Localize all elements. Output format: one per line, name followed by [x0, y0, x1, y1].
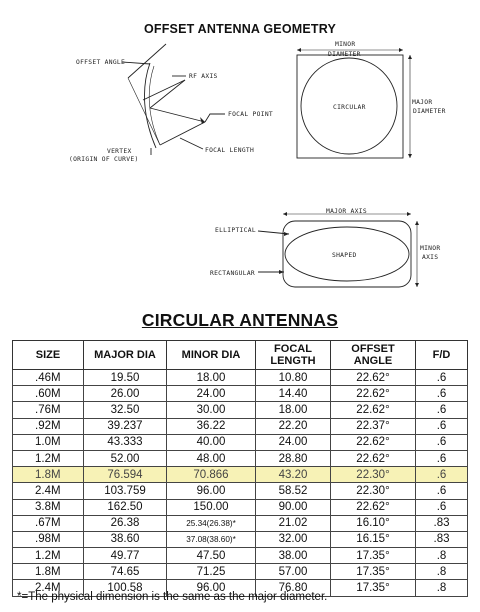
table-body: [13, 370, 468, 597]
cell-size: 1.8M: [13, 564, 84, 580]
label-offset-angle: OFFSET ANGLE: [76, 59, 126, 66]
cell-major-dia: 100.58: [84, 580, 167, 596]
cell-fd: .8: [416, 564, 468, 580]
label-origin-of-curve: (ORIGIN OF CURVE): [69, 156, 139, 163]
label-circular: CIRCULAR: [333, 104, 366, 111]
cell-size: 1.2M: [13, 548, 84, 564]
cell-major-dia: 32.50: [84, 402, 167, 418]
cell-major-dia: 74.65: [84, 564, 167, 580]
cell-size: 2.4M: [13, 580, 84, 596]
label-minor-axis-2: AXIS: [422, 254, 439, 261]
table-row: [13, 402, 468, 418]
cell-size: .76M: [13, 402, 84, 418]
cell-size: .67M: [13, 515, 84, 531]
cell-major-dia: 52.00: [84, 450, 167, 466]
cell-major-dia: 162.50: [84, 499, 167, 515]
axis-line: [128, 78, 160, 145]
cell-offset-angle: 17.35°: [331, 580, 416, 596]
header-size: SIZE: [13, 341, 84, 370]
label-major-axis: MAJOR AXIS: [326, 208, 367, 215]
cell-major-dia: 49.77: [84, 548, 167, 564]
cell-offset-angle: 22.30°: [331, 483, 416, 499]
cell-minor-dia: 37.08(38.60)*: [167, 531, 256, 547]
cell-offset-angle: 17.35°: [331, 564, 416, 580]
cell-major-dia: 76.594: [84, 467, 167, 483]
section-title: CIRCULAR ANTENNAS: [141, 310, 339, 330]
cell-fd: .6: [416, 467, 468, 483]
cell-size: 2.4M: [13, 483, 84, 499]
header-fd: F/D: [416, 341, 468, 370]
cell-size: .60M: [13, 386, 84, 402]
cell-focal-length: 57.00: [256, 564, 331, 580]
header-offset-angle: [331, 341, 416, 370]
cell-offset-angle: 22.62°: [331, 370, 416, 386]
cell-focal-length: 58.52: [256, 483, 331, 499]
cell-size: 3.8M: [13, 499, 84, 515]
cell-fd: .6: [416, 499, 468, 515]
geometry-diagram: [0, 0, 480, 300]
cell-fd: .83: [416, 515, 468, 531]
cell-offset-angle: 22.62°: [331, 434, 416, 450]
cell-minor-dia: 96.00: [167, 483, 256, 499]
cell-fd: .6: [416, 386, 468, 402]
table-row: [13, 418, 468, 434]
label-rectangular: RECTANGULAR: [210, 270, 256, 277]
header-offset-line1: OFFSET: [351, 343, 395, 355]
cell-size: .92M: [13, 418, 84, 434]
table-row: [13, 450, 468, 466]
cell-fd: .6: [416, 450, 468, 466]
cell-fd: .6: [416, 418, 468, 434]
cell-focal-length: 22.20: [256, 418, 331, 434]
label-elliptical: ELLIPTICAL: [215, 227, 256, 234]
cell-major-dia: 26.00: [84, 386, 167, 402]
cell-offset-angle: 16.10°: [331, 515, 416, 531]
cell-size: .46M: [13, 370, 84, 386]
header-focal-line2: LENGTH: [270, 355, 316, 367]
cell-major-dia: 103.759: [84, 483, 167, 499]
label-major: MAJOR: [412, 99, 433, 106]
cell-minor-dia: 48.00: [167, 450, 256, 466]
focal-ray-4: [160, 122, 205, 145]
cell-focal-length: 90.00: [256, 499, 331, 515]
cell-minor-dia: 96.00: [167, 580, 256, 596]
cell-minor-dia: 18.00: [167, 370, 256, 386]
table-row: [13, 386, 468, 402]
header-focal-length: [256, 341, 331, 370]
label-focal-point: FOCAL POINT: [228, 111, 274, 118]
table-header-row: [13, 341, 468, 370]
cell-focal-length: 21.02: [256, 515, 331, 531]
table-row: [13, 564, 468, 580]
footnote: *=The physical dimension is the same as the major diameter.: [17, 591, 328, 603]
cell-size: 1.2M: [13, 450, 84, 466]
cell-offset-angle: 22.62°: [331, 386, 416, 402]
cell-focal-length: 43.20: [256, 467, 331, 483]
cell-offset-angle: 16.15°: [331, 531, 416, 547]
cell-major-dia: 38.60: [84, 531, 167, 547]
cell-focal-length: 24.00: [256, 434, 331, 450]
cell-fd: .6: [416, 483, 468, 499]
cell-fd: .6: [416, 370, 468, 386]
cell-minor-dia: 24.00: [167, 386, 256, 402]
focal-ray-3: [150, 108, 205, 122]
cell-focal-length: 38.00: [256, 548, 331, 564]
cell-major-dia: 19.50: [84, 370, 167, 386]
cell-minor-dia: 150.00: [167, 499, 256, 515]
cell-offset-angle: 22.62°: [331, 402, 416, 418]
cell-minor-dia: 40.00: [167, 434, 256, 450]
cell-minor-dia: 70.866: [167, 467, 256, 483]
label-minor-axis-1: MINOR: [420, 245, 441, 252]
header-major-dia: MAJOR DIA: [84, 341, 167, 370]
focal-point-leader: [205, 114, 225, 122]
label-rf-axis: RF AXIS: [189, 73, 218, 80]
label-minor: MINOR: [335, 41, 356, 48]
cell-focal-length: 28.80: [256, 450, 331, 466]
cell-size: .98M: [13, 531, 84, 547]
cell-offset-angle: 22.30°: [331, 467, 416, 483]
table-row: [13, 548, 468, 564]
reflector-curve: [144, 63, 156, 148]
cell-fd: .6: [416, 434, 468, 450]
cell-minor-dia: 47.50: [167, 548, 256, 564]
diagram-title: OFFSET ANTENNA GEOMETRY: [143, 22, 337, 36]
cell-offset-angle: 17.35°: [331, 548, 416, 564]
cell-major-dia: 26.38: [84, 515, 167, 531]
header-offset-line2: ANGLE: [353, 355, 393, 367]
header-focal-line1: FOCAL: [274, 343, 312, 355]
cell-minor-dia: 36.22: [167, 418, 256, 434]
cell-fd: .8: [416, 580, 468, 596]
cell-major-dia: 39.237: [84, 418, 167, 434]
header-minor-dia: MINOR DIA: [167, 341, 256, 370]
cell-offset-angle: 22.62°: [331, 499, 416, 515]
label-diameter-side: DIAMETER: [413, 108, 446, 115]
table-row: [13, 499, 468, 515]
label-focal-length: FOCAL LENGTH: [205, 147, 255, 154]
cell-fd: .8: [416, 548, 468, 564]
cell-offset-angle: 22.62°: [331, 450, 416, 466]
cell-minor-dia: 30.00: [167, 402, 256, 418]
table-row: [13, 434, 468, 450]
table-row: [13, 370, 468, 386]
focal-length-leader: [180, 138, 203, 149]
label-shaped: SHAPED: [332, 252, 357, 259]
cell-minor-dia: 71.25: [167, 564, 256, 580]
cell-focal-length: 18.00: [256, 402, 331, 418]
cell-offset-angle: 22.37°: [331, 418, 416, 434]
cell-focal-length: 32.00: [256, 531, 331, 547]
cell-major-dia: 43.333: [84, 434, 167, 450]
cell-fd: .83: [416, 531, 468, 547]
cell-size: 1.8M: [13, 467, 84, 483]
cell-size: 1.0M: [13, 434, 84, 450]
table-row: [13, 515, 468, 531]
table-row: [13, 483, 468, 499]
cell-fd: .6: [416, 402, 468, 418]
cell-focal-length: 76.80: [256, 580, 331, 596]
label-vertex: VERTEX: [107, 148, 132, 155]
cell-focal-length: 14.40: [256, 386, 331, 402]
label-diameter-top: DIAMETER: [328, 51, 361, 58]
table-row: [13, 531, 468, 547]
cell-minor-dia: 25.34(26.38)*: [167, 515, 256, 531]
table-row: [13, 467, 468, 483]
cell-focal-length: 10.80: [256, 370, 331, 386]
circular-antennas-table: [12, 340, 468, 597]
